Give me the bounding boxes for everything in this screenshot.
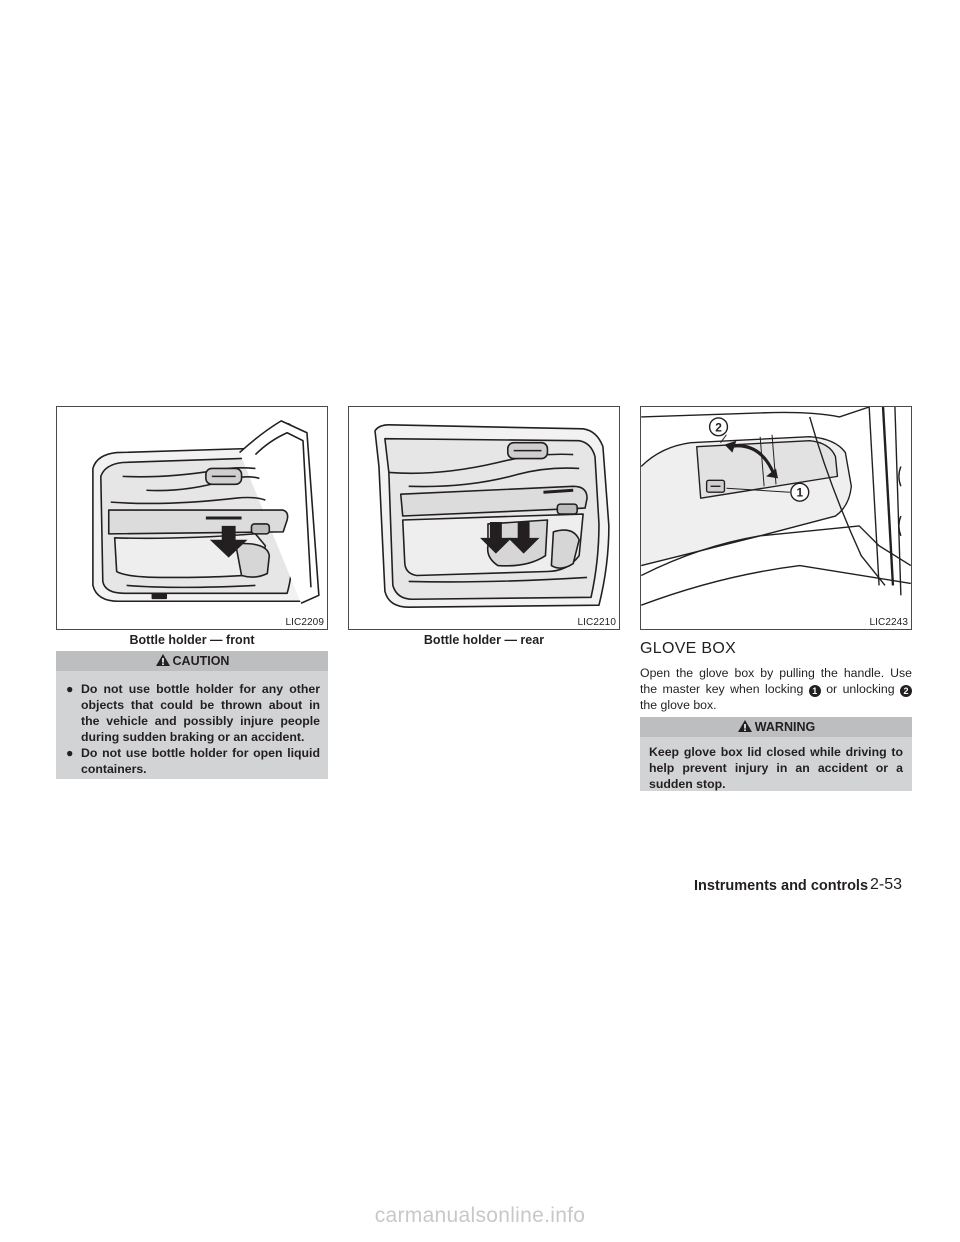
figure-bottle-holder-front (56, 406, 328, 630)
footer-section-title: Instruments and controls (694, 878, 869, 894)
figure-id-lic2209: LIC2209 (285, 617, 324, 628)
caution-item-text: Do not use bottle holder for any other objects that could be thrown about in the vehicle and possibly injure people during sudden braking or an accident. (81, 682, 320, 744)
callout-2-marker: 2 (900, 685, 912, 697)
caution-title: CAUTION (172, 654, 230, 668)
rear-door-illustration (349, 407, 619, 629)
front-door-illustration (57, 407, 327, 629)
warning-text: Keep glove box lid closed while driving to help prevent injury in an accident or a sudden stop. (649, 745, 903, 791)
glove-box-text-mid: or unlocking (826, 682, 895, 696)
caution-box (56, 651, 328, 779)
caption-bottle-holder-front: Bottle holder — front (129, 633, 255, 647)
figure-glove-box (640, 406, 912, 630)
caution-item (66, 681, 320, 745)
glove-box-instructions (640, 665, 912, 713)
warning-title: WARNING (754, 720, 816, 734)
caution-header (56, 651, 328, 671)
figure-id-lic2210: LIC2210 (577, 617, 616, 628)
warning-header (640, 717, 912, 737)
figure-id-lic2243: LIC2243 (869, 617, 908, 628)
footer-page-number: 2-53 (870, 876, 903, 893)
callout-2-label: 2 (715, 420, 722, 435)
bullet-icon: ● (66, 746, 74, 760)
callout-1-label: 1 (796, 485, 804, 500)
glove-box-text-start: Open the glove box by pulling the handle. Use the master key when locking (640, 666, 912, 696)
bullet-icon: ● (66, 682, 74, 696)
callout-1-marker: 1 (809, 685, 821, 697)
section-heading-glove-box: GLOVE BOX (640, 640, 737, 657)
caution-item-text: Do not use bottle holder for open liquid containers. (81, 746, 320, 776)
glove-box-illustration (641, 407, 911, 629)
figure-bottle-holder-rear (348, 406, 620, 630)
watermark: carmanualsonline.info (374, 1204, 586, 1227)
caution-item (66, 745, 320, 777)
glove-box-text-end: the glove box. (640, 698, 717, 712)
caption-bottle-holder-rear: Bottle holder — rear (423, 633, 545, 647)
warning-box (640, 717, 912, 791)
warning-triangle-icon (737, 719, 753, 733)
warning-triangle-icon (155, 653, 171, 667)
